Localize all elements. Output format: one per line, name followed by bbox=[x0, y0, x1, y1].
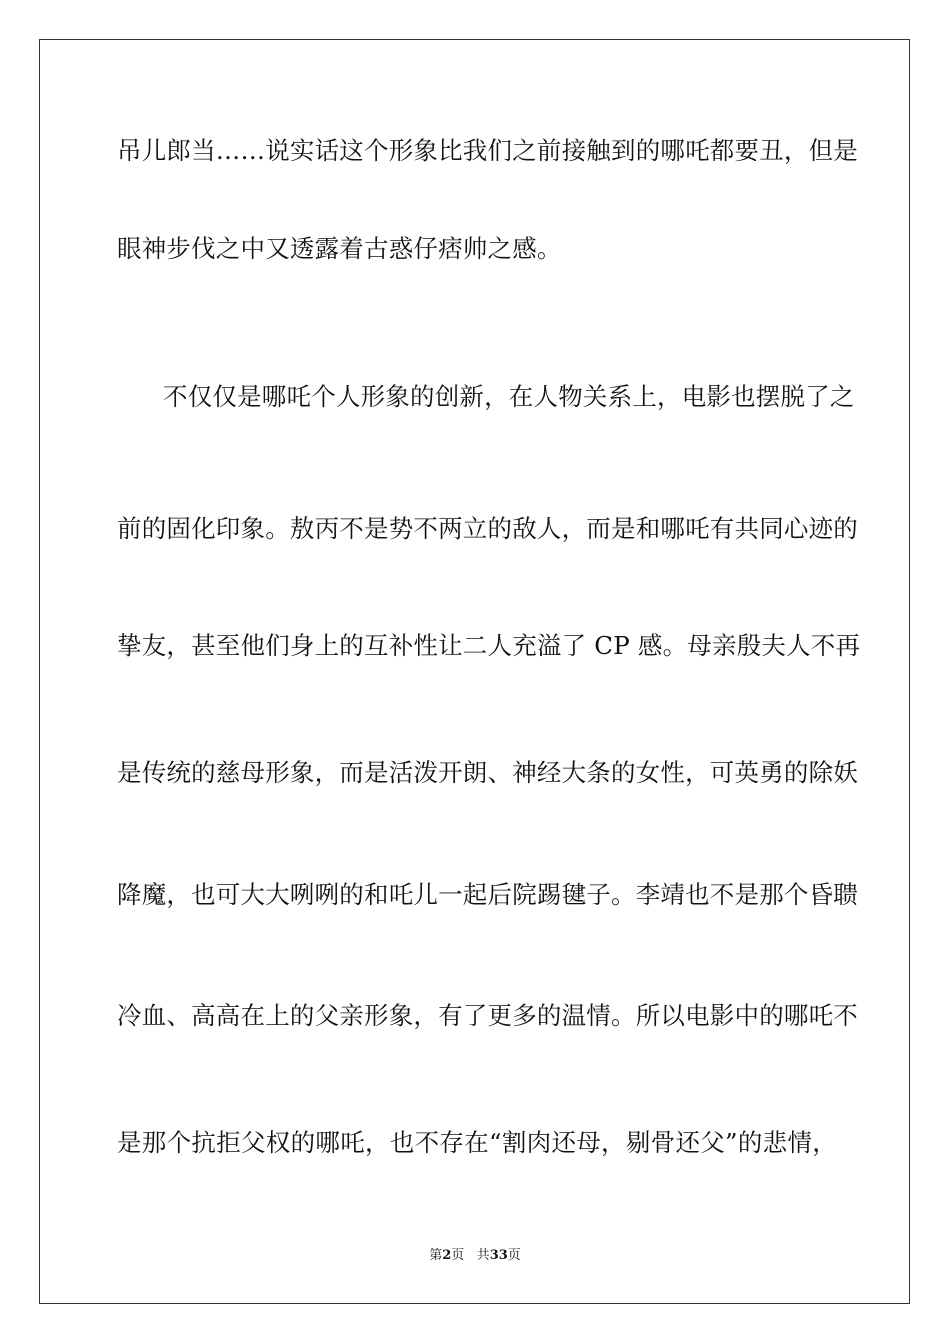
total-prefix: 共 bbox=[476, 1248, 490, 1263]
page-border bbox=[39, 39, 910, 1304]
page-footer bbox=[0, 1248, 950, 1264]
total-page-count: 33 bbox=[489, 1248, 508, 1263]
text-line: 前的固化印象。敖丙不是势不两立的敌人，而是和哪吒有共同心迹的 bbox=[117, 514, 858, 543]
page-prefix: 第 bbox=[429, 1248, 443, 1263]
current-page-number: 2 bbox=[442, 1248, 452, 1263]
text-line: 是那个抗拒父权的哪吒，也不存在“割肉还母，剔骨还父”的悲情， bbox=[117, 1128, 837, 1157]
text-line: 眼神步伐之中又透露着古惑仔痞帅之感。 bbox=[117, 234, 562, 263]
text-line: 挚友，甚至他们身上的互补性让二人充溢了 CP 感。母亲殷夫人不再 bbox=[117, 631, 861, 660]
total-suffix: 页 bbox=[507, 1248, 521, 1263]
text-line: 是传统的慈母形象，而是活泼开朗、神经大条的女性，可英勇的除妖 bbox=[117, 758, 858, 787]
text-line: 降魔，也可大大咧咧的和吒儿一起后院踢毽子。李靖也不是那个昏聩 bbox=[117, 880, 858, 909]
text-line: 冷血、高高在上的父亲形象，有了更多的温情。所以电影中的哪吒不 bbox=[117, 1001, 858, 1030]
paragraph-first-line: 不仅仅是哪吒个人形象的创新，在人物关系上，电影也摆脱了之 bbox=[163, 382, 855, 411]
page-suffix: 页 bbox=[451, 1248, 465, 1263]
text-line: 吊儿郎当……说实话这个形象比我们之前接触到的哪吒都要丑，但是 bbox=[117, 136, 858, 165]
